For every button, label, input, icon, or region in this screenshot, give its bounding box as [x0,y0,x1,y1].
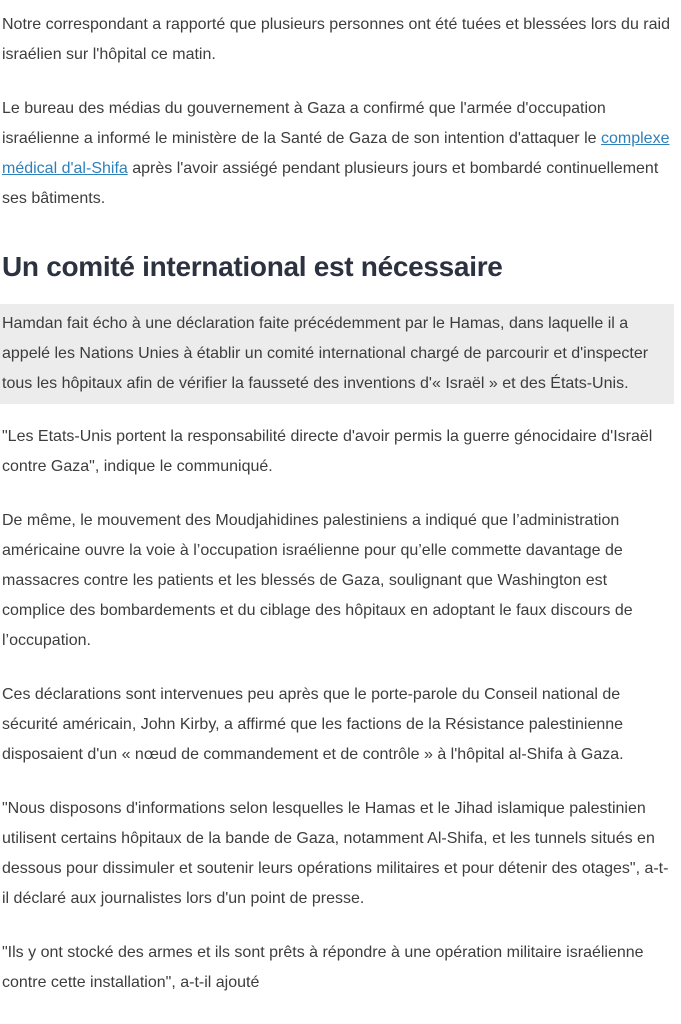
paragraph-us-responsibility-quote: "Les Etats-Unis portent la responsabilité directe d'avoir permis la guerre génocidaire d'Israël contre Gaza", indique le communiqué. [2,428,653,475]
paragraph-media-office-text-before: Le bureau des médias du gouvernement à Gaza a confirmé que l'armée d'occupation israélienne a informé le ministère de la Santé de Gaza de son intention d'attaquer le [2,100,606,147]
paragraph-moudjahidines-statement: De même, le mouvement des Moudjahidines palestiniens a indiqué que l’administration américaine ouvre la voie à l’occupation israélienne pour qu’elle commette davantage de massacres contre les patients et les blessés de Gaza, soulignant que Washington est complice des bombardements et du ciblage des hôpitaux en adoptant le faux discours de l’occupation. [2,512,633,649]
article-body [2,10,674,998]
paragraph-kirby-context: Ces déclarations sont intervenues peu après que le porte-parole du Conseil national de sécurité américain, John Kirby, a affirmé que les factions de la Résistance palestinienne disposaient d'un « nœud de commandement et de contrôle » à l'hôpital al-Shifa à Gaza. [2,686,624,763]
paragraph-hamdan-highlighted: Hamdan fait écho à une déclaration faite précédemment par le Hamas, dans laquelle il a appelé les Nations Unies à établir un comité international chargé de parcourir et d'inspecter tous les hôpitaux afin de vérifier la fausseté des inventions d'« Israël » et des États-Unis. [0,304,674,404]
paragraph-media-office [2,94,674,214]
paragraph-media-office-text-after: après l'avoir assiégé pendant plusieurs jours et bombardé continuellement ses bâtiments. [2,160,659,207]
paragraph-correspondent-report: Notre correspondant a rapporté que plusieurs personnes ont été tuées et blessées lors du raid israélien sur l'hôpital ce matin. [2,16,670,63]
paragraph-kirby-quote-hospitals: "Nous disposons d'informations selon lesquelles le Hamas et le Jihad islamique palestinien utilisent certains hôpitaux de la bande de Gaza, notamment Al-Shifa, et les tunnels situés en dessous pour dissimuler et soutenir leurs opérations militaires et pour détenir des otages", a-t-il déclaré aux journalistes lors d'un point de presse. [2,800,669,907]
al-shifa-medical-complex-link[interactable]: complexe médical d'al-Shifa [2,130,670,177]
paragraph-kirby-quote-weapons: "Ils y ont stocké des armes et ils sont prêts à répondre à une opération militaire israélienne contre cette installation", a-t-il ajouté [2,944,644,991]
section-heading-international-committee: Un comité international est nécessaire [2,251,503,282]
